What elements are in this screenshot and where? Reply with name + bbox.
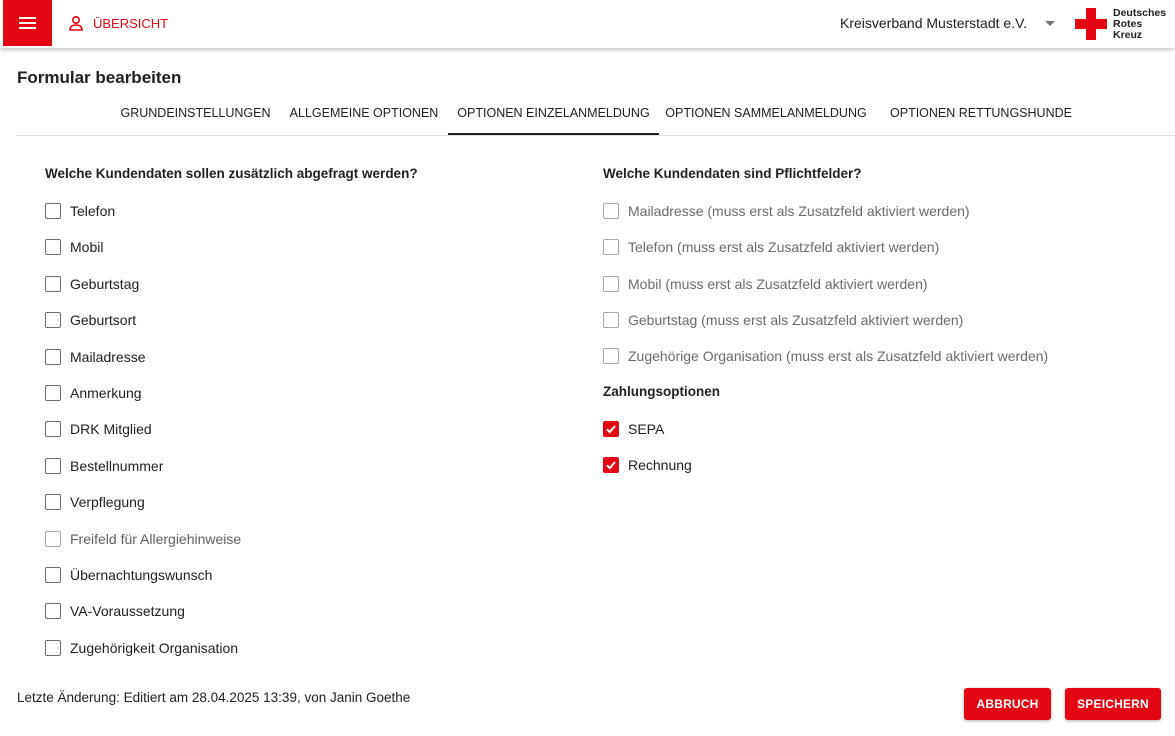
checkbox-label: Telefon (muss erst als Zusatzfeld aktiviert werden) [628, 239, 940, 256]
checkbox-row-mailadresse[interactable] [45, 347, 145, 367]
checkbox-row-sepa[interactable] [603, 419, 664, 439]
save-button[interactable]: SPEICHERN [1065, 688, 1161, 720]
checkbox-label: Freifeld für Allergiehinweise [70, 530, 242, 547]
organization-select[interactable] [840, 14, 1055, 32]
checkbox-label: Mobil (muss erst als Zusatzfeld aktiviert werden) [628, 275, 928, 292]
checkbox-label: Bestellnummer [70, 457, 164, 474]
checkbox-label: Übernachtungswunsch [70, 567, 213, 583]
checkbox-label: Rechnung [628, 457, 692, 474]
checkbox-checked-icon[interactable] [603, 421, 619, 437]
payment-options-title: Zahlungsoptionen [603, 384, 720, 399]
checkbox-label: DRK Mitglied [70, 421, 152, 438]
top-app-bar [0, 0, 1175, 48]
checkbox-row-zugehörigkeit-organisation[interactable] [45, 638, 238, 658]
hamburger-icon [19, 17, 36, 29]
checkbox-icon[interactable] [45, 385, 61, 401]
checkbox-icon [603, 276, 619, 292]
checkbox-row-telefon[interactable] [45, 201, 115, 221]
checkbox-row-drk-mitglied[interactable] [45, 419, 152, 439]
checkbox-row-freifeld-für-allergiehinweise [45, 529, 241, 549]
checkbox-icon[interactable] [45, 276, 61, 292]
checkbox-label: Mailadresse (muss erst als Zusatzfeld aktiviert werden) [628, 203, 970, 219]
checkbox-label: Zugehörigkeit Organisation [70, 639, 239, 656]
checkbox-row-telefon-muss-erst-als-zusatzfeld-aktiviert-werden [603, 237, 939, 257]
checkbox-row-geburtsort[interactable] [45, 310, 136, 330]
checkbox-label: Geburtstag (muss erst als Zusatzfeld aktiviert werden) [628, 311, 964, 328]
checkbox-row-zugehörige-organisation-muss-erst-als-zusatzfeld-aktiviert-werden [603, 346, 1048, 366]
tab-optionen-rettungshunde[interactable]: OPTIONEN RETTUNGSHUNDE [890, 106, 1072, 120]
checkbox-label: Geburtstag [70, 275, 140, 292]
tab-grundeinstellungen[interactable]: GRUNDEINSTELLUNGEN [120, 106, 271, 120]
checkbox-icon[interactable] [45, 203, 61, 219]
checkbox-icon [603, 348, 619, 364]
menu-button[interactable] [3, 0, 52, 46]
checkbox-label: Zugehörige Organisation (muss erst als Zusatzfeld aktiviert werden) [628, 348, 1049, 365]
checkbox-label: Anmerkung [70, 385, 142, 401]
checkbox-label: Telefon [70, 203, 116, 219]
checkbox-row-mailadresse-muss-erst-als-zusatzfeld-aktiviert-werden [603, 201, 970, 221]
checkbox-row-rechnung[interactable] [603, 455, 692, 475]
checkbox-icon[interactable] [45, 640, 61, 656]
overview-link[interactable] [68, 14, 168, 32]
checkbox-icon [603, 203, 619, 219]
checkbox-icon[interactable] [45, 239, 61, 255]
last-change-info: Letzte Änderung: Editiert am 28.04.2025 13:39, von Janin Goethe [17, 690, 411, 705]
organization-name: Kreisverband Musterstadt e.V. [840, 15, 1028, 31]
checkbox-row-geburtstag[interactable] [45, 274, 139, 294]
checkbox-label: Verpflegung [70, 494, 145, 511]
drk-logo [1075, 7, 1166, 41]
tab-optionen-sammelanmeldung[interactable]: OPTIONEN SAMMELANMELDUNG [665, 106, 867, 120]
checkbox-label: Mobil [70, 239, 104, 256]
checkbox-icon [45, 531, 61, 547]
overview-label: ÜBERSICHT [93, 15, 169, 31]
tab-allgemeine-optionen[interactable]: ALLGEMEINE OPTIONEN [289, 106, 439, 120]
checkbox-row-bestellnummer[interactable] [45, 456, 163, 476]
tab-bar [16, 92, 1175, 136]
checkbox-icon[interactable] [45, 421, 61, 437]
checkbox-row-mobil[interactable] [45, 237, 103, 257]
page-title: Formular bearbeiten [17, 68, 182, 87]
checkbox-label: Geburtsort [70, 312, 137, 329]
checkbox-label: SEPA [628, 421, 665, 437]
red-cross-icon [1075, 8, 1107, 40]
checkbox-label: VA-Voraussetzung [70, 603, 185, 620]
checkbox-checked-icon[interactable] [603, 457, 619, 473]
checkbox-icon[interactable] [45, 567, 61, 583]
checkbox-icon [603, 239, 619, 255]
checkbox-icon[interactable] [45, 603, 61, 619]
checkbox-row-verpflegung[interactable] [45, 492, 145, 512]
checkbox-row-geburtstag-muss-erst-als-zusatzfeld-aktiviert-werden [603, 310, 963, 330]
logo-text: Deutsches Rotes Kreuz [1113, 6, 1167, 41]
checkbox-row-va-voraussetzung[interactable] [45, 601, 185, 621]
cancel-button[interactable]: ABBRUCH [964, 688, 1051, 720]
checkbox-icon[interactable] [45, 349, 61, 365]
checkbox-icon[interactable] [45, 494, 61, 510]
checkbox-icon[interactable] [45, 458, 61, 474]
checkbox-icon [603, 312, 619, 328]
required-fields-title: Welche Kundendaten sind Pflichtfelder? [603, 166, 862, 181]
checkbox-row-anmerkung[interactable] [45, 383, 142, 403]
checkbox-label: Mailadresse [70, 348, 146, 365]
checkbox-icon[interactable] [45, 312, 61, 328]
person-icon [68, 15, 84, 31]
checkbox-row-übernachtungswunsch[interactable] [45, 565, 212, 585]
tab-optionen-einzelanmeldung[interactable]: OPTIONEN EINZELANMELDUNG [448, 92, 659, 135]
additional-fields-title: Welche Kundendaten sollen zusätzlich abgefragt werden? [45, 166, 418, 181]
checkbox-row-mobil-muss-erst-als-zusatzfeld-aktiviert-werden [603, 274, 928, 294]
dropdown-caret-icon [1045, 21, 1055, 26]
